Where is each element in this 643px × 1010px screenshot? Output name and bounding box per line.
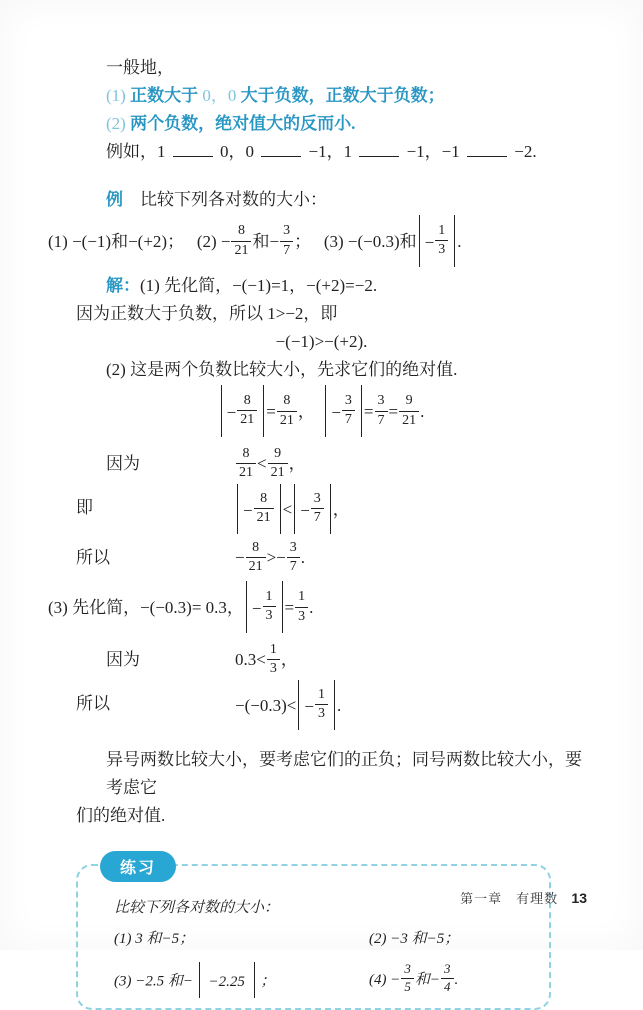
fraction: $\frac{9}{21}$ [268,446,288,481]
practice-badge: 练习 [100,851,176,882]
text-run: −(−1)>−(+2). [275,332,368,351]
text-run: 解： [106,276,140,295]
text-run: (2) [106,114,131,133]
text-run: = [266,401,276,421]
absolute-value [419,215,456,267]
text-run: −1，−1 [402,142,465,161]
example-header [106,186,595,214]
so-line-3 [48,682,595,732]
connective-label: 因为 [106,454,140,473]
formula [235,536,305,580]
text-run: . [454,971,459,988]
fill-in-blank [467,144,507,157]
text-run: 一般地， [106,58,174,77]
chapter-title: 第一章 有理数 [460,891,559,906]
fraction: $\frac{3}{7}$ [280,223,293,258]
rule-2 [106,110,595,138]
text-run: < [257,454,267,473]
page-number: 13 [571,890,587,906]
fraction: $\frac{8}{21}$ [254,491,274,526]
solution-step-1 [106,272,595,300]
text-run: 们的绝对值. [76,806,166,825]
fraction: $\frac{3}{5}$ [401,962,414,995]
example-problems [48,217,595,269]
formula [235,442,306,486]
fraction: $\frac{3}{7}$ [311,491,324,526]
practice-item [114,964,369,1000]
fraction: $\frac{8}{21}$ [237,393,257,428]
equation-2 [48,387,595,439]
text-run: 例如，1 [106,142,170,161]
text-run: = [363,401,374,421]
text-run: 0，0 [215,142,259,161]
text-run: . [300,548,306,567]
text-run: . [457,231,462,251]
connective-label: 即 [76,498,93,517]
absolute-value [298,680,335,730]
text-run: (1) [106,86,131,105]
text-run: − [300,501,310,520]
text-run: 比较下列各对数的大小： [123,190,327,209]
solution-step-2 [106,356,595,384]
text-run: − [304,697,314,716]
fraction: $\frac{3}{4}$ [441,962,454,995]
text-run: 正数大于 [130,86,199,105]
connective-label: 因为 [106,650,140,669]
fraction: $\frac{8}{21}$ [236,446,256,481]
fraction: $\frac{8}{21}$ [277,393,297,428]
text-run: 因为正数大于负数，所以 1>−2，即 [76,304,338,323]
text-run: − [226,403,237,422]
practice-box [76,860,551,1010]
text-run: ， [280,650,298,669]
practice-items [114,924,525,1000]
content-lines [48,54,595,830]
so-line-2a [48,486,595,536]
text-run: 两个负数，绝对值大的反而小. [130,114,356,133]
text-run: >− [266,548,286,567]
text-run: . [336,695,342,715]
practice-title: 比较下列各对数的大小： [114,900,280,916]
fill-in-blank [173,144,213,157]
text-run: − [243,501,253,520]
summary-line-2 [76,802,595,830]
fraction: $\frac{1}{3}$ [263,589,276,624]
formula [235,638,298,682]
fraction: $\frac{8}{21}$ [231,223,251,258]
absolute-value [246,581,283,633]
text-run: (2) 这是两个负数比较大小，先求它们的绝对值. [106,360,458,379]
fraction: $\frac{3}{7}$ [342,393,355,428]
text-run: −2.25 [204,974,249,990]
text-run: (1) 3 和−5； [114,931,195,947]
text-run: 和− [252,231,280,251]
text-run: (2) −3 和−5； [369,931,460,947]
fill-in-line [106,138,595,166]
formula [235,486,350,536]
text-run: −1，1 [304,142,357,161]
fraction: $\frac{1}{3}$ [435,223,448,258]
fraction: $\frac{3}{7}$ [287,540,300,575]
solution-step-3 [48,583,595,635]
so-line-2b [48,536,595,580]
because-line-2 [48,442,595,486]
text-run: (1) 先化简，−(−1)=1，−(+2)=−2. [140,276,378,295]
practice-item [369,961,525,1000]
text-run: − [251,599,262,618]
absolute-value [221,385,265,437]
page-footer [460,888,587,907]
fraction: $\frac{3}{7}$ [375,393,388,428]
formula [235,682,341,732]
text-run: ； [256,973,276,990]
absolute-value [199,962,255,998]
absolute-value [325,385,362,437]
text-run: 0，0 [198,86,241,105]
text-run: ， [297,401,324,421]
text-run: 异号两数比较大小，要考虑它们的正负；同号两数比较大小，要考虑它 [106,750,582,797]
text-run: ， [332,499,350,519]
text-run: . [309,597,314,617]
fraction: $\frac{9}{21}$ [399,393,419,428]
text-run: < [282,499,293,519]
connective-label: 所以 [76,548,110,567]
fraction: $\frac{8}{21}$ [246,540,266,575]
text-run: 和− [414,971,440,988]
absolute-value [294,484,331,534]
text-run: (1) −(−1)和−(+2)； (2) − [48,231,231,251]
text-run: = [284,597,295,617]
text-run: −2. [510,142,537,161]
text-run: . [420,401,425,421]
text-run: −(−0.3)< [235,695,297,715]
fill-in-blank [359,144,399,157]
intro-line [106,54,595,82]
fraction: $\frac{1}{3}$ [295,589,308,624]
text-run: 例 [106,190,123,209]
text-run: 大于负数，正数大于负数； [240,86,445,105]
text-run: − [235,548,245,567]
text-run: (4) − [369,971,401,988]
text-run: 0.3< [235,650,266,669]
rule-1 [106,82,595,110]
text-run: = [388,401,399,421]
fraction: $\frac{1}{3}$ [267,642,280,677]
fraction: $\frac{1}{3}$ [315,687,328,722]
text-run: ； (3) −(−0.3)和 [294,231,417,251]
equation-1 [48,328,595,356]
because-line-3 [48,638,595,682]
text-run: − [331,403,341,422]
connective-label: 所以 [76,694,110,713]
text-run: (3) −2.5 和− [114,973,197,990]
text-run: − [424,233,435,252]
absolute-value [237,484,281,534]
fill-in-blank [261,144,301,157]
summary-line-1 [106,746,595,802]
solution-step-1b [76,300,595,328]
text-run: ， [288,454,306,473]
text-run: (3) 先化简，−(−0.3)= 0.3， [48,597,244,617]
